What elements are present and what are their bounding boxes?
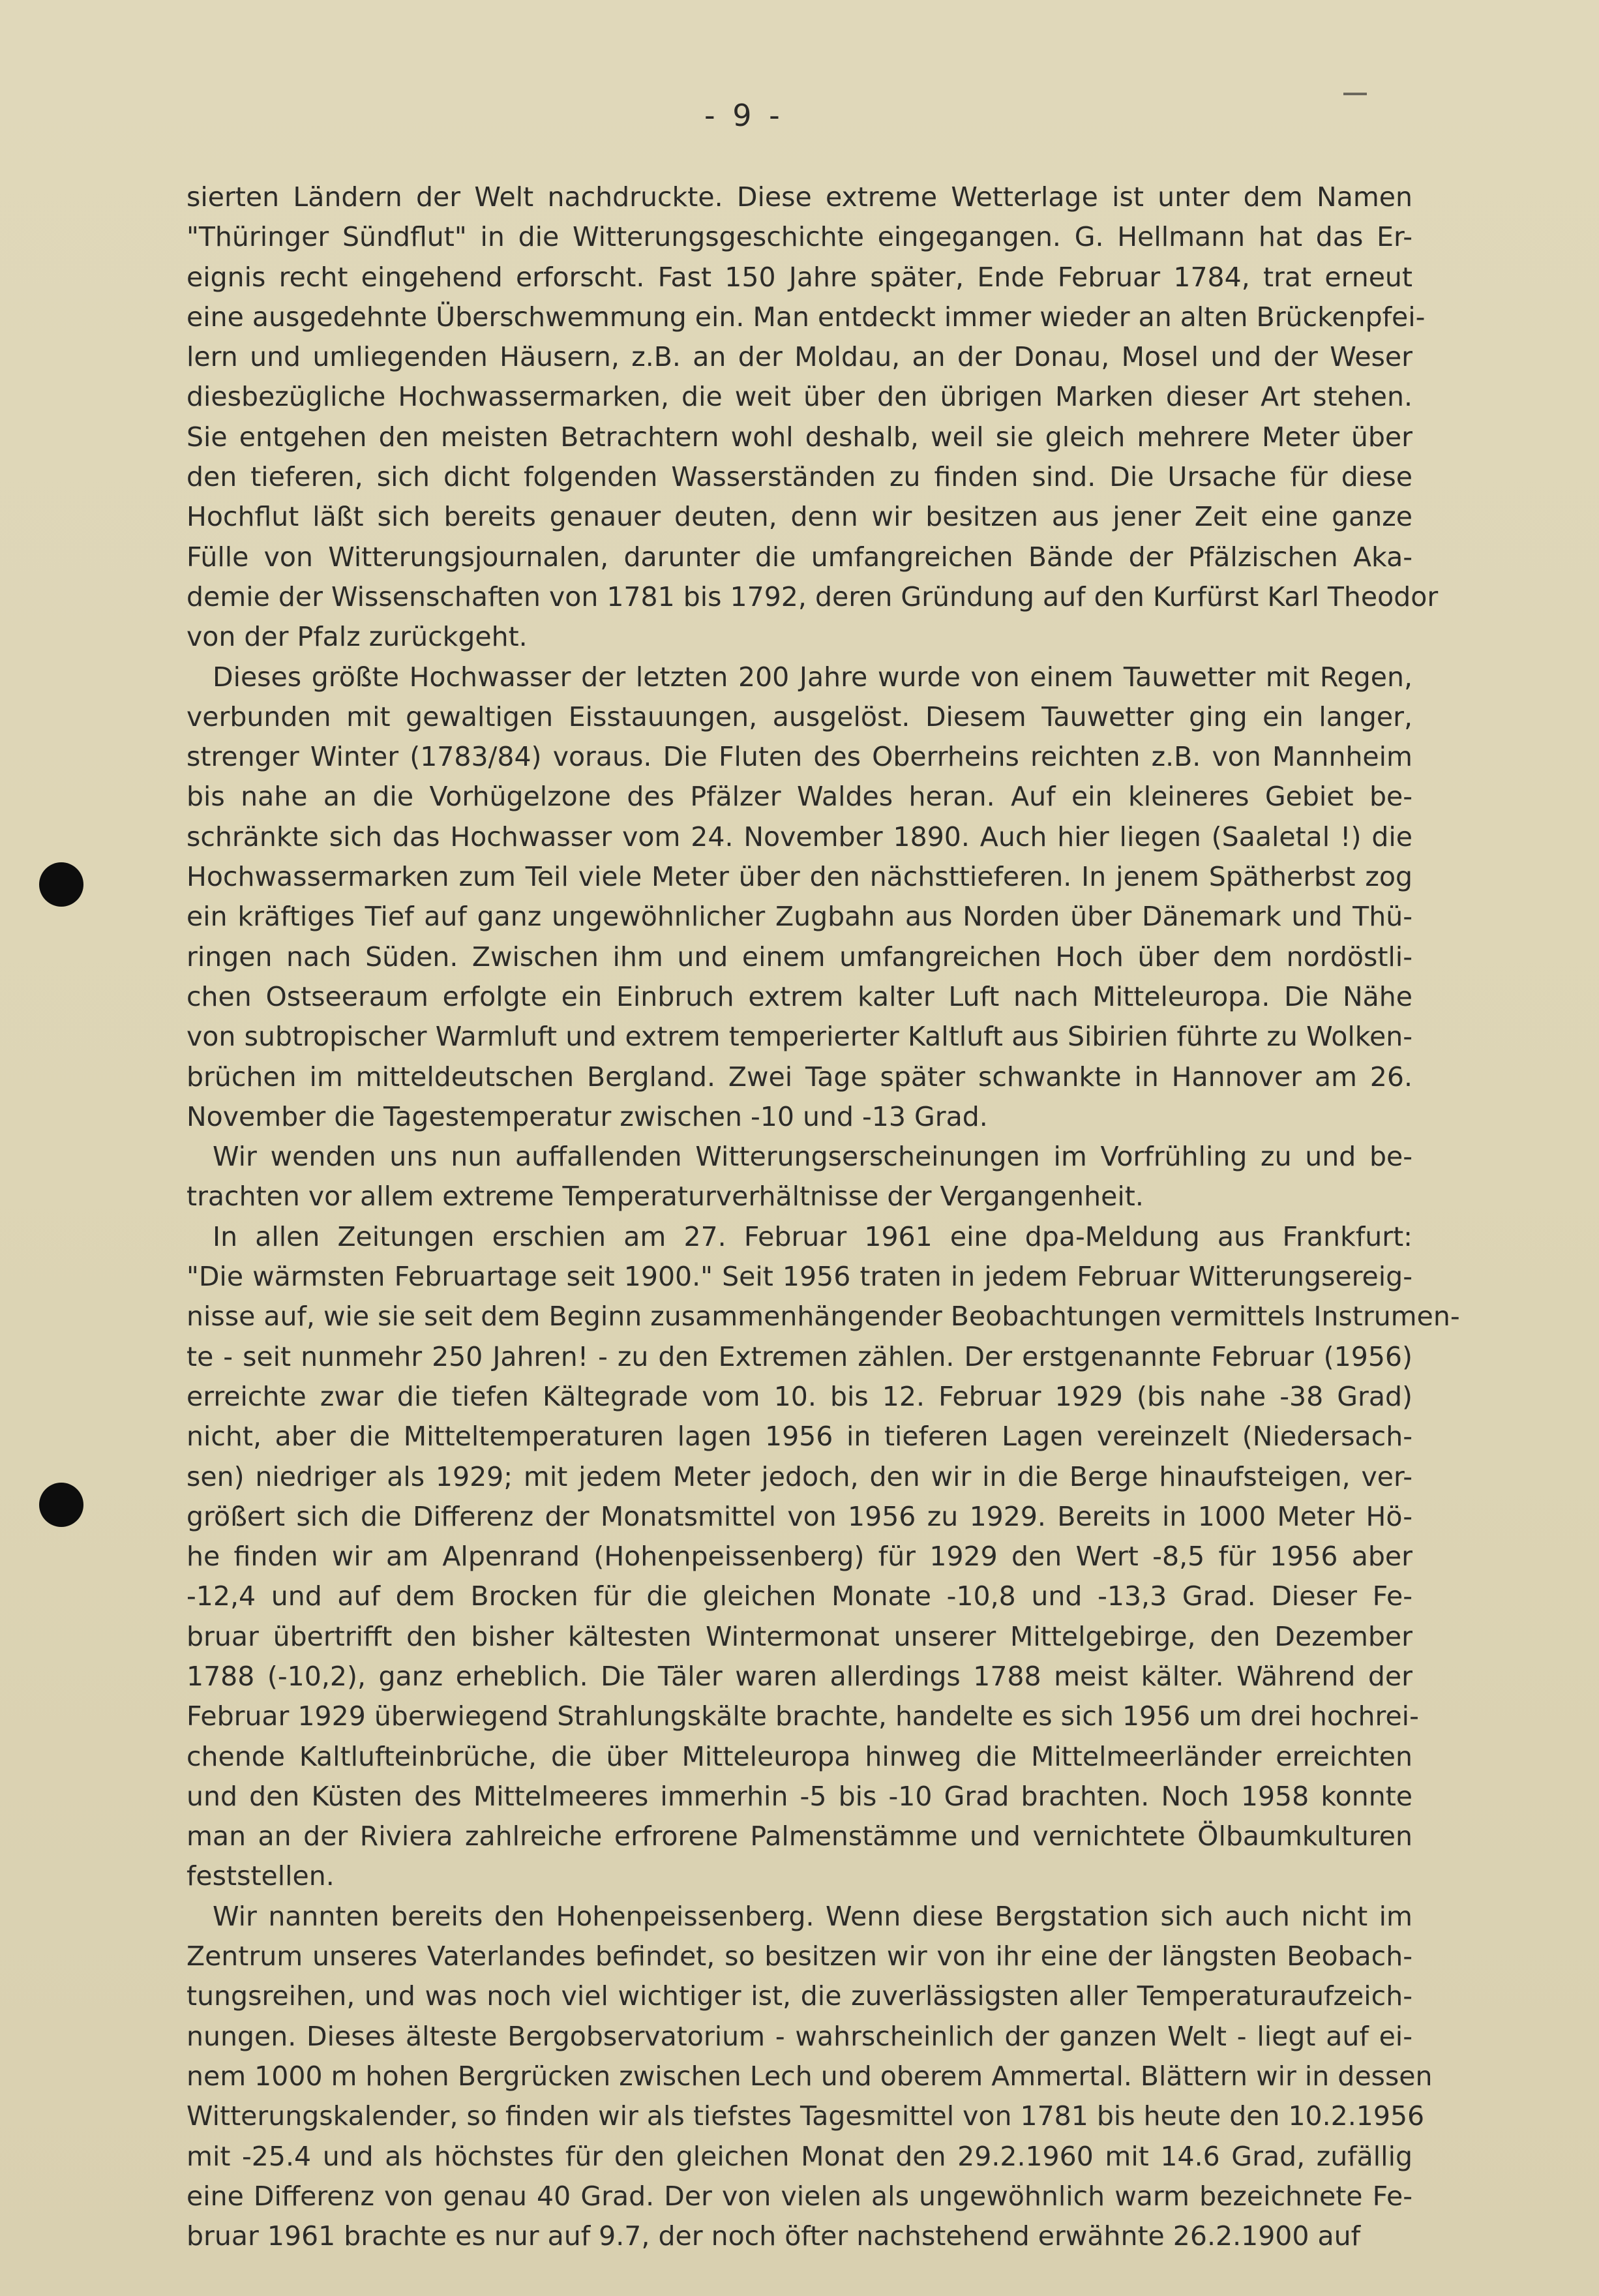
text-line: Zentrum unseres Vaterlandes befindet, so besitzen wir von ihr eine der längsten Beobach- [187, 1941, 1412, 1972]
text-line: brüchen im mitteldeutschen Bergland. Zwei Tage später schwankte in Hannover am 26. [187, 1061, 1412, 1093]
text-line: Sie entgehen den meisten Betrachtern wohl deshalb, weil sie gleich mehrere Meter über [187, 421, 1412, 453]
text-line: den tieferen, sich dicht folgenden Wasserständen zu finden sind. Die Ursache für diese [187, 461, 1412, 493]
text-line: 1788 (-10,2), ganz erheblich. Die Täler waren allerdings 1788 meist kälter. Während der [187, 1660, 1412, 1692]
text-line: he finden wir am Alpenrand (Hohenpeissenberg) für 1929 den Wert -8,5 für 1956 aber [187, 1541, 1412, 1573]
punch-hole-lower [39, 1483, 83, 1527]
text-line: bruar übertrifft den bisher kältesten Wintermonat unserer Mittelgebirge, den Dezember [187, 1620, 1412, 1652]
text-line: eine Differenz von genau 40 Grad. Der von vielen als ungewöhnlich warm bezeichnete Fe- [187, 2180, 1412, 2212]
text-line: te - seit nunmehr 250 Jahren! - zu den Extremen zählen. Der erstgenannte Februar (1956) [187, 1340, 1412, 1372]
text-line: von subtropischer Warmluft und extrem temperierter Kaltluft aus Sibirien führte zu Wolken- [187, 1021, 1412, 1053]
text-line: lern und umliegenden Häusern, z.B. an der Moldau, an der Donau, Mosel und der Weser [187, 341, 1412, 373]
text-line: In allen Zeitungen erschien am 27. Februar 1961 eine dpa-Meldung aus Frankfurt: [213, 1220, 1412, 1252]
text-line: nungen. Dieses älteste Bergobservatorium - wahrscheinlich der ganzen Welt - liegt auf ei- [187, 2020, 1412, 2052]
text-line: und den Küsten des Mittelmeeres immerhin -5 bis -10 Grad brachten. Noch 1958 konnte [187, 1780, 1412, 1812]
body-text [187, 177, 1460, 2256]
text-line: Hochflut läßt sich bereits genauer deuten, denn wir besitzen aus jener Zeit eine ganze [187, 501, 1412, 533]
text-line: Wir nannten bereits den Hohenpeissenberg. Wenn diese Bergstation sich auch nicht im [213, 1900, 1412, 1932]
text-line: sierten Ländern der Welt nachdruckte. Diese extreme Wetterlage ist unter dem Namen [187, 181, 1412, 213]
text-line: diesbezügliche Hochwassermarken, die weit über den übrigen Marken dieser Art stehen. [187, 381, 1412, 413]
text-line: Fülle von Witterungsjournalen, darunter die umfangreichen Bände der Pfälzischen Aka- [187, 541, 1412, 573]
text-line: Hochwassermarken zum Teil viele Meter über den nächsttieferen. In jenem Spätherbst zog [187, 861, 1412, 893]
text-line: demie der Wissenschaften von 1781 bis 1792, deren Gründung auf den Kurfürst Karl Theodor [187, 581, 1439, 612]
text-line: ein kräftiges Tief auf ganz ungewöhnlicher Zugbahn aus Norden über Dänemark und Thü- [187, 901, 1412, 933]
text-line: November die Tagestemperatur zwischen -10 und -13 Grad. [187, 1100, 988, 1132]
text-line: größert sich die Differenz der Monatsmittel von 1956 zu 1929. Bereits in 1000 Meter Hö- [187, 1500, 1412, 1532]
corner-mark [1343, 93, 1367, 95]
text-line: mit -25.4 und als höchstes für den gleichen Monat den 29.2.1960 mit 14.6 Grad, zufällig [187, 2140, 1412, 2172]
text-line: bruar 1961 brachte es nur auf 9.7, der noch öfter nachstehend erwähnte 26.2.1900 auf [187, 2220, 1361, 2252]
text-line: chen Ostseeraum erfolgte ein Einbruch extrem kalter Luft nach Mitteleuropa. Die Nähe [187, 980, 1412, 1012]
text-line: nem 1000 m hohen Bergrücken zwischen Lech und oberem Ammertal. Blättern wir in dessen [187, 2060, 1433, 2092]
text-line: ringen nach Süden. Zwischen ihm und einem umfangreichen Hoch über dem nordöstli- [187, 941, 1412, 973]
text-line: -12,4 und auf dem Brocken für die gleichen Monate -10,8 und -13,3 Grad. Dieser Fe- [187, 1580, 1412, 1612]
text-line: erreichte zwar die tiefen Kältegrade vom 10. bis 12. Februar 1929 (bis nahe -38 Grad) [187, 1380, 1412, 1412]
text-line: strenger Winter (1783/84) voraus. Die Fluten des Oberrheins reichten z.B. von Mannheim [187, 741, 1412, 773]
text-line: "Thüringer Sündflut" in die Witterungsgeschichte eingegangen. G. Hellmann hat das Er- [187, 221, 1412, 253]
page-number: - 9 - [704, 98, 784, 133]
text-line: feststellen. [187, 1860, 335, 1892]
text-line: tungsreihen, und was noch viel wichtiger ist, die zuverlässigsten aller Temperaturaufzeich- [187, 1980, 1412, 2012]
text-line: sen) niedriger als 1929; mit jedem Meter jedoch, den wir in die Berge hinaufsteigen, ver- [187, 1460, 1412, 1492]
text-line: eignis recht eingehend erforscht. Fast 150 Jahre später, Ende Februar 1784, trat erneut [187, 261, 1412, 293]
text-line: nicht, aber die Mitteltemperaturen lagen 1956 in tieferen Lagen vereinzelt (Niedersach- [187, 1421, 1412, 1453]
text-line: Witterungskalender, so finden wir als tiefstes Tagesmittel von 1781 bis heute den 10.2.1956 [187, 2100, 1425, 2132]
text-line: bis nahe an die Vorhügelzone des Pfälzer Waldes heran. Auf ein kleineres Gebiet be- [187, 781, 1412, 813]
text-line: Wir wenden uns nun auffallenden Witterungserscheinungen im Vorfrühling zu und be- [213, 1141, 1412, 1173]
text-line: Dieses größte Hochwasser der letzten 200 Jahre wurde von einem Tauwetter mit Regen, [213, 661, 1412, 693]
text-line: chende Kaltlufteinbrüche, die über Mitteleuropa hinweg die Mittelmeerländer erreichten [187, 1740, 1412, 1772]
text-line: schränkte sich das Hochwasser vom 24. November 1890. Auch hier liegen (Saaletal !) die [187, 821, 1412, 853]
text-line: man an der Riviera zahlreiche erfrorene Palmenstämme und vernichtete Ölbaumkulturen [187, 1820, 1412, 1852]
text-line: "Die wärmsten Februartage seit 1900." Seit 1956 traten in jedem Februar Witterungsereig- [187, 1261, 1412, 1293]
text-line: eine ausgedehnte Überschwemmung ein. Man entdeckt immer wieder an alten Brückenpfei- [187, 301, 1426, 333]
text-line: Februar 1929 überwiegend Strahlungskälte brachte, handelte es sich 1956 um drei hochrei- [187, 1700, 1419, 1732]
punch-hole-upper [39, 862, 83, 907]
text-line: trachten vor allem extreme Temperaturverhältnisse der Vergangenheit. [187, 1181, 1144, 1213]
text-line: verbunden mit gewaltigen Eisstauungen, ausgelöst. Diesem Tauwetter ging ein langer, [187, 701, 1412, 733]
text-line: nisse auf, wie sie seit dem Beginn zusammenhängender Beobachtungen vermittels Instrumen- [187, 1301, 1460, 1333]
text-line: von der Pfalz zurückgeht. [187, 621, 528, 653]
